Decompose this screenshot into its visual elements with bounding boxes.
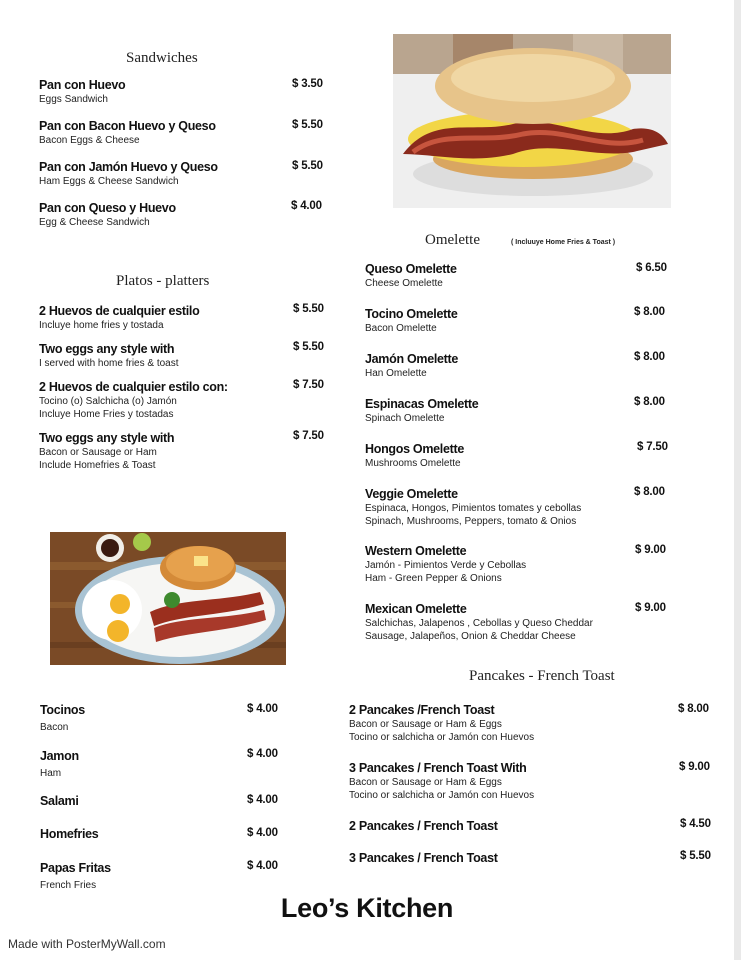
menu-item-homefries: Homefries [40,827,99,841]
price: $ 5.50 [680,850,711,862]
menu-item-pan-jamon-huevo-queso: Pan con Jamón Huevo y Queso Ham Eggs & Cheese Sandwich [39,160,218,187]
menu-item-queso-omelette: Queso Omelette Cheese Omelette [365,262,457,289]
menu-item-pan-bacon-huevo-queso: Pan con Bacon Huevo y Queso Bacon Eggs & Cheese [39,119,216,146]
price: $ 5.50 [293,303,324,315]
pancakes-title: Pancakes - French Toast [469,668,615,684]
menu-item-veggie-omelette: Veggie Omelette Espinaca, Hongos, Pimientos tomates y cebollas Spinach, Mushrooms, Peppers, tomato & Onios [365,487,582,527]
menu-item-2-huevos: 2 Huevos de cualquier estilo Incluye home fries y tostada [39,304,200,331]
menu-item-3-pancakes: 3 Pancakes / French Toast [349,851,498,865]
breakfast-photo [50,532,286,665]
price: $ 4.00 [247,703,278,715]
price: $ 8.00 [634,396,665,408]
menu-item-two-eggs: Two eggs any style with I served with home fries & toast [39,342,179,369]
menu-item-two-eggs-with-meat: Two eggs any style with Bacon or Sausage or Ham Include Homefries & Toast [39,431,175,471]
price: $ 9.00 [635,602,666,614]
price: $ 4.00 [247,748,278,760]
menu-item-mexican-omelette: Mexican Omelette Salchichas, Jalapenos , Cebollas y Queso Cheddar Sausage, Jalapeños, Onion & Cheddar Cheese [365,602,593,642]
menu-item-2-pancakes: 2 Pancakes / French Toast [349,819,498,833]
menu-item-3-pancakes-combo: 3 Pancakes / French Toast With Bacon or Sausage or Ham & Eggs Tocino or salchicha or Jamón con Huevos [349,761,535,801]
sandwich-photo [393,34,671,208]
price: $ 4.00 [247,860,278,872]
price: $ 8.00 [634,486,665,498]
sandwiches-title: Sandwiches [126,50,198,66]
omelette-title: Omelette [425,232,480,248]
price: $ 4.00 [291,200,322,212]
menu-item-tocino-omelette: Tocino Omelette Bacon Omelette [365,307,458,334]
menu-item-papas-fritas: Papas Fritas French Fries [40,861,111,891]
menu-item-pan-con-huevo: Pan con Huevo Eggs Sandwich [39,78,126,105]
price: $ 5.50 [293,341,324,353]
restaurant-name: Leo’s Kitchen [280,893,454,923]
menu-item-2-pancakes-combo: 2 Pancakes /French Toast Bacon or Sausage or Ham & Eggs Tocino or salchicha or Jamón con Huevos [349,703,535,743]
price: $ 7.50 [293,379,324,391]
price: $ 4.50 [680,818,711,830]
price: $ 9.00 [679,761,710,773]
menu-item-jamon: Jamon Ham [40,749,79,779]
price: $ 4.00 [247,794,278,806]
menu-item-jamon-omelette: Jamón Omelette Han Omelette [365,352,459,379]
price: $ 8.00 [634,351,665,363]
price: $ 4.00 [247,827,278,839]
omelette-note: ( Incluuye Home Fries & Toast ) [511,239,616,246]
price: $ 8.00 [678,703,709,715]
menu-item-western-omelette: Western Omelette Jamón - Pimientos Verde y Cebollas Ham - Green Pepper & Onions [365,544,527,584]
price: $ 9.00 [635,544,666,556]
price: $ 5.50 [292,160,323,172]
price: $ 5.50 [292,119,323,131]
price: $ 6.50 [636,262,667,274]
price: $ 7.50 [637,441,668,453]
menu-item-2-huevos-con: 2 Huevos de cualquier estilo con: Tocino (o) Salchicha (o) Jamón Incluye Home Fries y tostadas [39,380,228,420]
menu-item-tocinos: Tocinos Bacon [40,703,85,733]
platos-title: Platos - platters [116,273,210,289]
menu-item-hongos-omelette: Hongos Omelette Mushrooms Omelette [365,442,464,469]
price: $ 8.00 [634,306,665,318]
menu-item-salami: Salami [40,794,79,808]
menu-item-espinacas-omelette: Espinacas Omelette Spinach Omelette [365,397,479,424]
price: $ 7.50 [293,430,324,442]
menu-item-pan-queso-huevo: Pan con Queso y Huevo Egg & Cheese Sandwich [39,201,176,228]
price: $ 3.50 [292,78,323,90]
made-with-credit: Made with PosterMyWall.com [8,937,166,951]
